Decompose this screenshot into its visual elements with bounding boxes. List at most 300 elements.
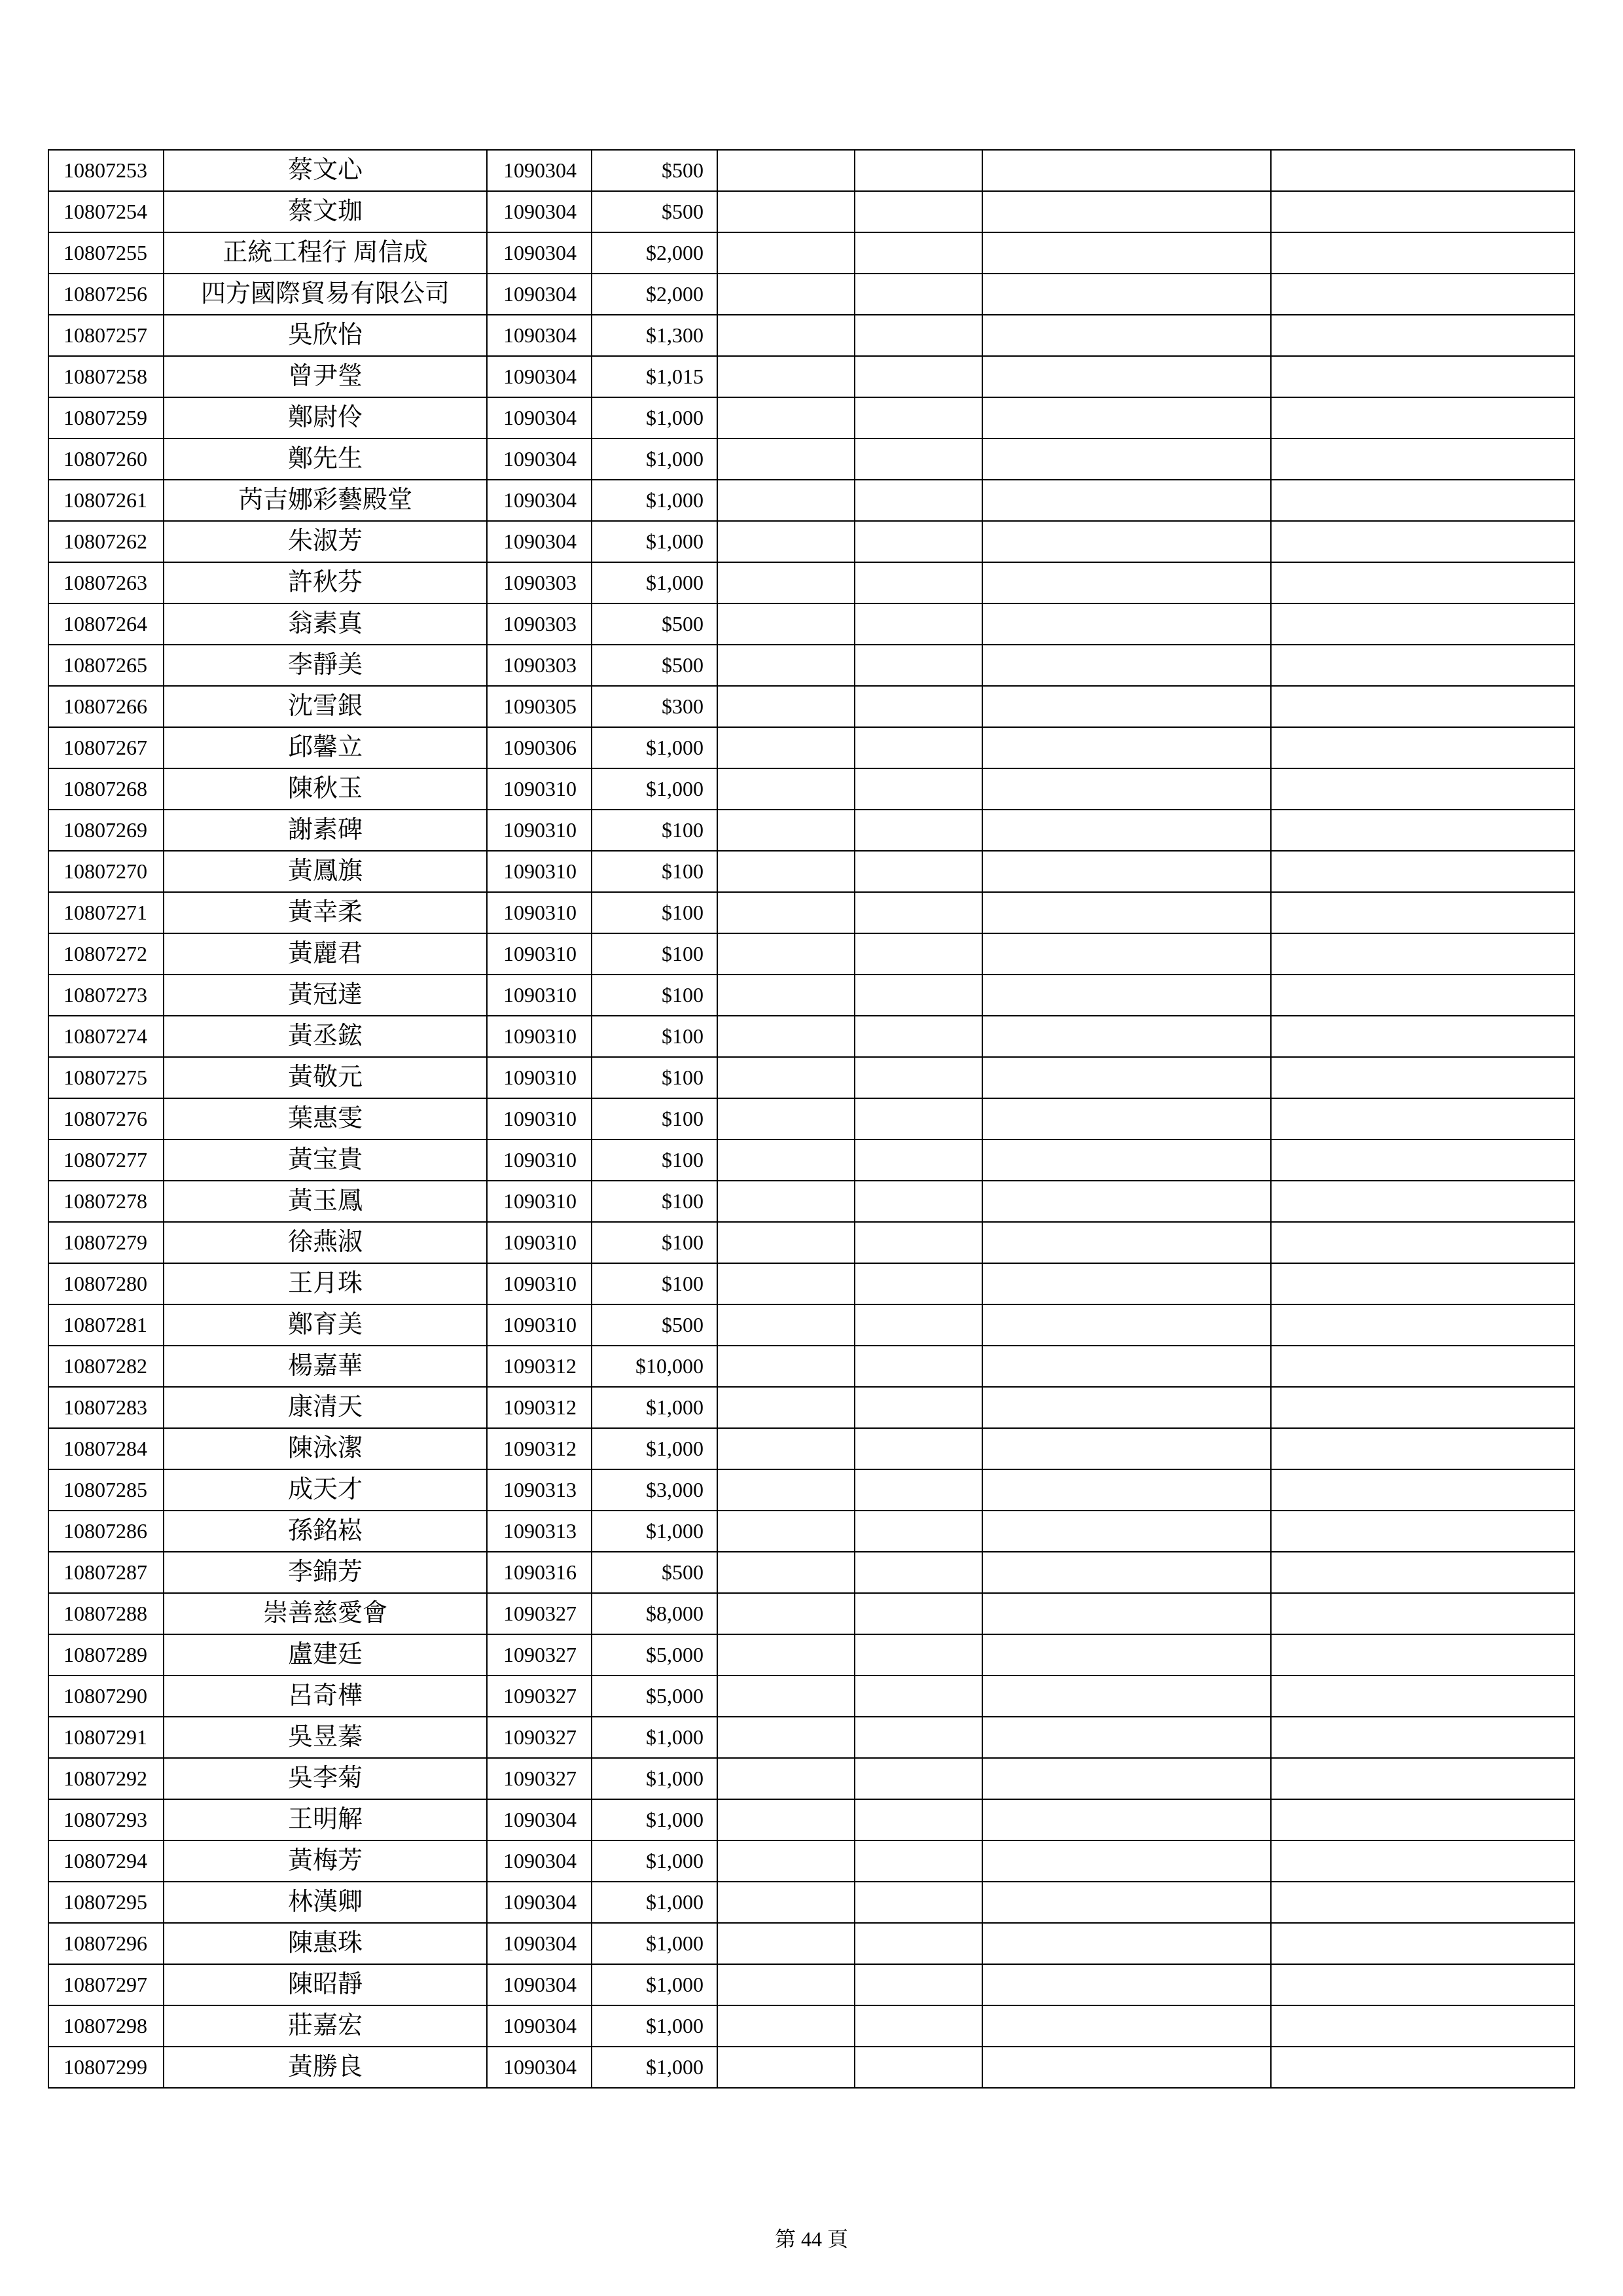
empty-cell [855,603,982,645]
empty-cell [1271,1511,1575,1552]
amount-cell: $1,000 [592,1511,717,1552]
empty-cell [982,1016,1271,1057]
empty-cell [717,727,855,768]
empty-cell [717,686,855,727]
empty-cell [855,232,982,274]
amount-cell: $100 [592,1263,717,1304]
empty-cell [717,645,855,686]
amount-cell: $1,000 [592,439,717,480]
donor-name-cell: 葉惠雯 [164,1098,487,1139]
empty-cell [1271,851,1575,892]
receipt-number-cell: 10807274 [48,1016,164,1057]
table-row [48,1799,1575,1840]
amount-cell: $500 [592,150,717,191]
donor-name-cell: 芮吉娜彩藝殿堂 [164,480,487,521]
date-cell: 1090304 [487,397,592,439]
date-cell: 1090304 [487,315,592,356]
empty-cell [855,1222,982,1263]
empty-cell [1271,191,1575,232]
amount-cell: $5,000 [592,1676,717,1717]
empty-cell [717,356,855,397]
receipt-number-cell: 10807271 [48,892,164,933]
empty-cell [982,603,1271,645]
empty-cell [855,975,982,1016]
empty-cell [1271,1964,1575,2005]
empty-cell [855,1016,982,1057]
receipt-number-cell: 10807281 [48,1304,164,1346]
date-cell: 1090304 [487,274,592,315]
amount-cell: $2,000 [592,274,717,315]
date-cell: 1090310 [487,1181,592,1222]
date-cell: 1090310 [487,851,592,892]
table-row [48,1511,1575,1552]
table-row [48,933,1575,975]
empty-cell [717,1304,855,1346]
amount-cell: $100 [592,1139,717,1181]
receipt-number-cell: 10807296 [48,1923,164,1964]
empty-cell [1271,1634,1575,1676]
empty-cell [982,975,1271,1016]
empty-cell [982,686,1271,727]
receipt-number-cell: 10807294 [48,1840,164,1882]
empty-cell [982,1057,1271,1098]
receipt-number-cell: 10807259 [48,397,164,439]
empty-cell [982,1098,1271,1139]
amount-cell: $1,300 [592,315,717,356]
empty-cell [717,2047,855,2088]
empty-cell [717,1139,855,1181]
receipt-number-cell: 10807265 [48,645,164,686]
empty-cell [717,562,855,603]
donor-name-cell: 黃冠達 [164,975,487,1016]
date-cell: 1090310 [487,810,592,851]
empty-cell [982,439,1271,480]
table-row [48,1139,1575,1181]
empty-cell [982,2005,1271,2047]
receipt-number-cell: 10807293 [48,1799,164,1840]
empty-cell [982,315,1271,356]
empty-cell [855,1263,982,1304]
amount-cell: $500 [592,645,717,686]
empty-cell [982,1676,1271,1717]
donor-name-cell: 黃敬元 [164,1057,487,1098]
empty-cell [855,1552,982,1593]
empty-cell [982,1428,1271,1469]
date-cell: 1090304 [487,521,592,562]
empty-cell [717,1181,855,1222]
table-row [48,521,1575,562]
date-cell: 1090310 [487,1222,592,1263]
empty-cell [717,1428,855,1469]
empty-cell [1271,232,1575,274]
amount-cell: $1,000 [592,1717,717,1758]
empty-cell [717,1057,855,1098]
empty-cell [1271,2047,1575,2088]
donor-name-cell: 崇善慈愛會 [164,1593,487,1634]
donor-name-cell: 蔡文心 [164,150,487,191]
date-cell: 1090327 [487,1676,592,1717]
date-cell: 1090304 [487,480,592,521]
amount-cell: $1,000 [592,1882,717,1923]
empty-cell [717,480,855,521]
date-cell: 1090310 [487,1016,592,1057]
empty-cell [982,1552,1271,1593]
empty-cell [855,1057,982,1098]
table-row [48,892,1575,933]
empty-cell [855,1469,982,1511]
date-cell: 1090313 [487,1511,592,1552]
empty-cell [1271,1057,1575,1098]
empty-cell [1271,1387,1575,1428]
date-cell: 1090312 [487,1346,592,1387]
empty-cell [717,892,855,933]
empty-cell [1271,397,1575,439]
empty-cell [855,1964,982,2005]
donor-name-cell: 蔡文珈 [164,191,487,232]
empty-cell [1271,1717,1575,1758]
empty-cell [855,933,982,975]
date-cell: 1090310 [487,1263,592,1304]
receipt-number-cell: 10807289 [48,1634,164,1676]
empty-cell [855,1840,982,1882]
empty-cell [855,439,982,480]
empty-cell [855,521,982,562]
date-cell: 1090304 [487,1882,592,1923]
empty-cell [982,1181,1271,1222]
empty-cell [855,1346,982,1387]
amount-cell: $1,000 [592,1387,717,1428]
empty-cell [1271,1222,1575,1263]
donor-name-cell: 陳泳潔 [164,1428,487,1469]
donor-name-cell: 朱淑芳 [164,521,487,562]
donor-name-cell: 曾尹瑩 [164,356,487,397]
empty-cell [982,810,1271,851]
amount-cell: $1,000 [592,480,717,521]
table-row [48,1840,1575,1882]
amount-cell: $100 [592,933,717,975]
receipt-number-cell: 10807275 [48,1057,164,1098]
empty-cell [1271,933,1575,975]
empty-cell [982,356,1271,397]
table-row [48,2047,1575,2088]
donor-name-cell: 黃勝良 [164,2047,487,2088]
table-row [48,356,1575,397]
empty-cell [717,439,855,480]
donor-name-cell: 四方國際貿易有限公司 [164,274,487,315]
empty-cell [717,1676,855,1717]
empty-cell [1271,1923,1575,1964]
empty-cell [982,1469,1271,1511]
amount-cell: $500 [592,603,717,645]
donor-name-cell: 陳昭靜 [164,1964,487,2005]
empty-cell [1271,686,1575,727]
empty-cell [855,851,982,892]
empty-cell [855,768,982,810]
table-row [48,1717,1575,1758]
empty-cell [855,1304,982,1346]
receipt-number-cell: 10807297 [48,1964,164,2005]
amount-cell: $100 [592,975,717,1016]
donor-name-cell: 邱馨立 [164,727,487,768]
receipt-number-cell: 10807288 [48,1593,164,1634]
empty-cell [1271,480,1575,521]
table-row [48,603,1575,645]
empty-cell [717,975,855,1016]
amount-cell: $3,000 [592,1469,717,1511]
empty-cell [1271,810,1575,851]
amount-cell: $1,000 [592,1964,717,2005]
receipt-number-cell: 10807298 [48,2005,164,2047]
table-row [48,1098,1575,1139]
empty-cell [717,1840,855,1882]
empty-cell [717,1758,855,1799]
empty-cell [855,686,982,727]
empty-cell [717,1634,855,1676]
empty-cell [855,1098,982,1139]
empty-cell [982,851,1271,892]
empty-cell [1271,1882,1575,1923]
empty-cell [1271,274,1575,315]
donor-name-cell: 鄭育美 [164,1304,487,1346]
empty-cell [855,315,982,356]
amount-cell: $100 [592,1098,717,1139]
empty-cell [855,562,982,603]
amount-cell: $100 [592,1057,717,1098]
empty-cell [982,191,1271,232]
donor-name-cell: 翁素真 [164,603,487,645]
receipt-number-cell: 10807263 [48,562,164,603]
receipt-number-cell: 10807256 [48,274,164,315]
receipt-number-cell: 10807276 [48,1098,164,1139]
table-row [48,562,1575,603]
amount-cell: $1,000 [592,768,717,810]
receipt-number-cell: 10807258 [48,356,164,397]
table-row [48,1304,1575,1346]
receipt-number-cell: 10807257 [48,315,164,356]
empty-cell [982,1799,1271,1840]
empty-cell [717,1923,855,1964]
donor-name-cell: 吳欣怡 [164,315,487,356]
table-row [48,1057,1575,1098]
empty-cell [717,603,855,645]
empty-cell [855,1387,982,1428]
donor-name-cell: 鄭先生 [164,439,487,480]
date-cell: 1090327 [487,1634,592,1676]
empty-cell [982,562,1271,603]
empty-cell [982,1222,1271,1263]
receipt-number-cell: 10807277 [48,1139,164,1181]
empty-cell [855,1799,982,1840]
receipt-number-cell: 10807282 [48,1346,164,1387]
empty-cell [717,1222,855,1263]
empty-cell [1271,1139,1575,1181]
empty-cell [717,1593,855,1634]
receipt-number-cell: 10807292 [48,1758,164,1799]
date-cell: 1090304 [487,1923,592,1964]
empty-cell [1271,1593,1575,1634]
receipt-number-cell: 10807291 [48,1717,164,1758]
empty-cell [855,1758,982,1799]
empty-cell [1271,1016,1575,1057]
date-cell: 1090303 [487,562,592,603]
empty-cell [982,1634,1271,1676]
receipt-number-cell: 10807268 [48,768,164,810]
date-cell: 1090304 [487,2005,592,2047]
empty-cell [982,521,1271,562]
empty-cell [717,768,855,810]
amount-cell: $2,000 [592,232,717,274]
amount-cell: $1,000 [592,397,717,439]
donor-name-cell: 孫銘崧 [164,1511,487,1552]
empty-cell [855,645,982,686]
table-row [48,1676,1575,1717]
receipt-number-cell: 10807287 [48,1552,164,1593]
date-cell: 1090304 [487,356,592,397]
empty-cell [982,232,1271,274]
date-cell: 1090303 [487,603,592,645]
empty-cell [855,480,982,521]
table-row [48,686,1575,727]
empty-cell [717,1098,855,1139]
donation-table [48,149,1575,2089]
table-row [48,1222,1575,1263]
table-row [48,1263,1575,1304]
receipt-number-cell: 10807255 [48,232,164,274]
table-row [48,851,1575,892]
donor-name-cell: 黃鳳旗 [164,851,487,892]
table-row [48,810,1575,851]
empty-cell [717,1799,855,1840]
amount-cell: $5,000 [592,1634,717,1676]
empty-cell [1271,1304,1575,1346]
receipt-number-cell: 10807266 [48,686,164,727]
empty-cell [717,1346,855,1387]
empty-cell [855,150,982,191]
receipt-number-cell: 10807286 [48,1511,164,1552]
donor-name-cell: 沈雪銀 [164,686,487,727]
table-row [48,1882,1575,1923]
date-cell: 1090304 [487,1840,592,1882]
empty-cell [1271,439,1575,480]
donor-name-cell: 鄭尉伶 [164,397,487,439]
empty-cell [1271,2005,1575,2047]
table-row [48,1552,1575,1593]
receipt-number-cell: 10807272 [48,933,164,975]
empty-cell [982,1923,1271,1964]
table-row [48,975,1575,1016]
table-row [48,1428,1575,1469]
receipt-number-cell: 10807254 [48,191,164,232]
table-row [48,1469,1575,1511]
donor-name-cell: 成天才 [164,1469,487,1511]
empty-cell [1271,150,1575,191]
amount-cell: $500 [592,1304,717,1346]
amount-cell: $100 [592,1181,717,1222]
empty-cell [982,933,1271,975]
table-row [48,645,1575,686]
amount-cell: $100 [592,1016,717,1057]
receipt-number-cell: 10807261 [48,480,164,521]
empty-cell [982,768,1271,810]
empty-cell [982,1263,1271,1304]
receipt-number-cell: 10807290 [48,1676,164,1717]
donor-name-cell: 黃梅芳 [164,1840,487,1882]
empty-cell [982,1387,1271,1428]
empty-cell [1271,562,1575,603]
empty-cell [855,1428,982,1469]
table-row [48,1016,1575,1057]
donor-name-cell: 王明解 [164,1799,487,1840]
receipt-number-cell: 10807253 [48,150,164,191]
empty-cell [1271,1469,1575,1511]
amount-cell: $1,000 [592,562,717,603]
receipt-number-cell: 10807270 [48,851,164,892]
empty-cell [1271,1181,1575,1222]
table-row [48,1758,1575,1799]
donor-name-cell: 康清天 [164,1387,487,1428]
date-cell: 1090304 [487,439,592,480]
date-cell: 1090327 [487,1758,592,1799]
date-cell: 1090312 [487,1428,592,1469]
amount-cell: $1,000 [592,1758,717,1799]
empty-cell [982,1758,1271,1799]
empty-cell [982,1346,1271,1387]
empty-cell [717,810,855,851]
empty-cell [717,1552,855,1593]
amount-cell: $1,000 [592,2047,717,2088]
empty-cell [982,1139,1271,1181]
receipt-number-cell: 10807273 [48,975,164,1016]
empty-cell [982,274,1271,315]
receipt-number-cell: 10807269 [48,810,164,851]
empty-cell [855,810,982,851]
empty-cell [1271,1428,1575,1469]
empty-cell [717,2005,855,2047]
empty-cell [717,1882,855,1923]
amount-cell: $1,000 [592,1428,717,1469]
amount-cell: $1,000 [592,2005,717,2047]
table-row [48,439,1575,480]
empty-cell [855,1139,982,1181]
donor-name-cell: 吳李菊 [164,1758,487,1799]
amount-cell: $10,000 [592,1346,717,1387]
empty-cell [1271,975,1575,1016]
date-cell: 1090310 [487,1304,592,1346]
date-cell: 1090313 [487,1469,592,1511]
empty-cell [717,232,855,274]
empty-cell [855,2047,982,2088]
table-row [48,232,1575,274]
empty-cell [855,1676,982,1717]
empty-cell [717,1387,855,1428]
donor-name-cell: 楊嘉華 [164,1346,487,1387]
date-cell: 1090304 [487,232,592,274]
date-cell: 1090304 [487,1799,592,1840]
date-cell: 1090327 [487,1593,592,1634]
amount-cell: $100 [592,1222,717,1263]
receipt-number-cell: 10807260 [48,439,164,480]
receipt-number-cell: 10807278 [48,1181,164,1222]
empty-cell [982,1511,1271,1552]
date-cell: 1090304 [487,150,592,191]
empty-cell [855,356,982,397]
empty-cell [1271,1098,1575,1139]
date-cell: 1090310 [487,1057,592,1098]
donor-name-cell: 黃麗君 [164,933,487,975]
date-cell: 1090304 [487,191,592,232]
receipt-number-cell: 10807283 [48,1387,164,1428]
empty-cell [855,2005,982,2047]
